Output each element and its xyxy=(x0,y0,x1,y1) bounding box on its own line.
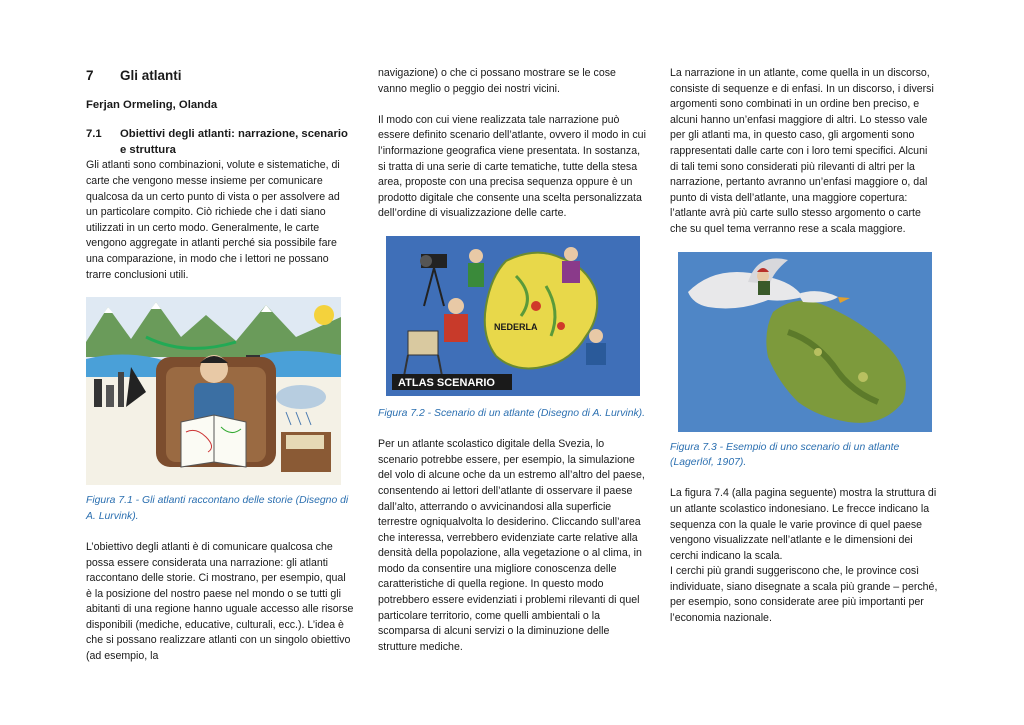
column-1 xyxy=(86,66,354,665)
paragraph: Per un atlante scolastico digitale della Svezia, lo scenario potrebbe essere, per esempio, la simulazione del volo di alcune oche da un estremo all’altro del paese, consentendo ai lettori dell’atlante di osservare il paese dall’alto, atterrando o avvicinandosi alla superficie terrestre ogniqualvolta lo desiderino. Cliccando sull’area che interessa, verrebbero evidenziate carte relative alla densità della popolazione, alla vegetazione o al clima, in modo da consentire una migliore conoscenza delle caratteristiche di quella regione. In questo modo potrebbero essere evidenziati i problemi rilevanti di quel particolare territorio, come quelli ambientali o la scomparsa di alcuni servizi o la diminuzione delle strutture mediche. xyxy=(378,438,645,653)
paragraph: navigazione) o che ci possano mostrare se le cose vanno meglio o peggio dei nostri vicini. xyxy=(378,67,616,95)
banner-label: ATLAS SCENARIO xyxy=(398,376,495,389)
paragraph: La figura 7.4 (alla pagina seguente) mostra la struttura di un atlante scolastico indonesiano. Le frecce indicano la sequenza con la quale le varie province di quel paese vengono visualizzate nell’atlante e le dimensioni dei cerchi indicano la scala. xyxy=(670,487,937,562)
paragraph: I cerchi più grandi suggeriscono che, le province così individuate, siano disegnate a scala più grande – perché, per esempio, sono considerate aree più importanti per l’economia nazionale. xyxy=(670,565,938,625)
author-line: Ferjan Ormeling, Olanda xyxy=(86,98,218,111)
figure-7-3-caption: Figura 7.3 - Esempio di uno scenario di un atlante (Lagerlöf, 1907). xyxy=(670,441,900,469)
figure-7-1-caption: Figura 7.1 - Gli atlanti raccontano delle storie (Disegno di A. Lurvink). xyxy=(86,495,349,522)
section-heading xyxy=(86,127,354,158)
paragraph: Il modo con cui viene realizzata tale narrazione può essere definito scenario dell’atlante, ovvero il modo in cui l’informazione geografica viene presentata. In sostanza, si tratta di una serie di carte tematiche, tutte della stesa area, proposte con una precisa sequenza oppure è un prodotto digitale che consente una scelta personalizzata dell’ordine di visualizzazione delle carte. xyxy=(378,113,646,220)
paragraph: L’obiettivo degli atlanti è di comunicare qualcosa che possa essere considerata una narrazione: gli atlanti raccontano delle storie. Ci mostrano, per esempio, qual è la posizione del nostro paese nel mondo o se tutti gli abitanti di una regione hanno uguale accesso alle risorse disponibili (mediche, educative, culturali, ecc.). L’idea è che si possano realizzare atlanti con un singolo obiettivo (ad esempio, la xyxy=(86,540,354,663)
paragraph: La narrazione in un atlante, come quella in un discorso, consiste di sequenze e di enfasi. In un discorso, i diversi argomenti sono combinati in un ordine ben preciso, e alcuni hanno un’enfasi maggiore di altri. Lo stesso vale per gli atlanti ma, in questo caso, gli argomenti sono rappresentati dalle carte con i loro temi specifici. Alcuni di tali temi sono considerati più rilevanti di altri per la narrazione, pertanto avranno un’enfasi maggiore o, dal punto di vista dell’atlante, una maggiore copertura: l’atlante avrà più carte sullo stesso argomento o carte che su quel tema verranno rese a scala maggiore. xyxy=(670,67,934,235)
figure-7-1-illustration xyxy=(86,297,341,485)
chapter-title: Gli atlanti xyxy=(120,68,182,83)
figure-7-2-illustration xyxy=(386,236,640,396)
figure-7-3-illustration xyxy=(678,252,932,432)
chapter-number: 7 xyxy=(86,68,94,83)
chapter-heading xyxy=(86,68,354,84)
column-2 xyxy=(378,66,646,655)
paragraph: Gli atlanti sono combinazioni, volute e sistematiche, di carte che vengono messe insieme per comunicare qualcosa da un certo punto di vista o per assolvere ad un particolare compito. Ciò richiede che i dati siano utilizzati in un certo modo. Generalmente, le carte vengono aggregate in atlanti perché sia possibile fare una comparazione, in modo che i lettori ne possano trarre conclusioni utili. xyxy=(86,159,340,281)
map-label-nederland: NEDERLA xyxy=(494,321,538,332)
section-title: Obiettivi degli atlanti: narrazione, scenario e struttura xyxy=(120,128,348,156)
column-3 xyxy=(670,66,938,627)
section-number: 7.1 xyxy=(86,128,102,141)
figure-7-2-caption: Figura 7.2 - Scenario di un atlante (Disegno di A. Lurvink). xyxy=(378,407,646,419)
